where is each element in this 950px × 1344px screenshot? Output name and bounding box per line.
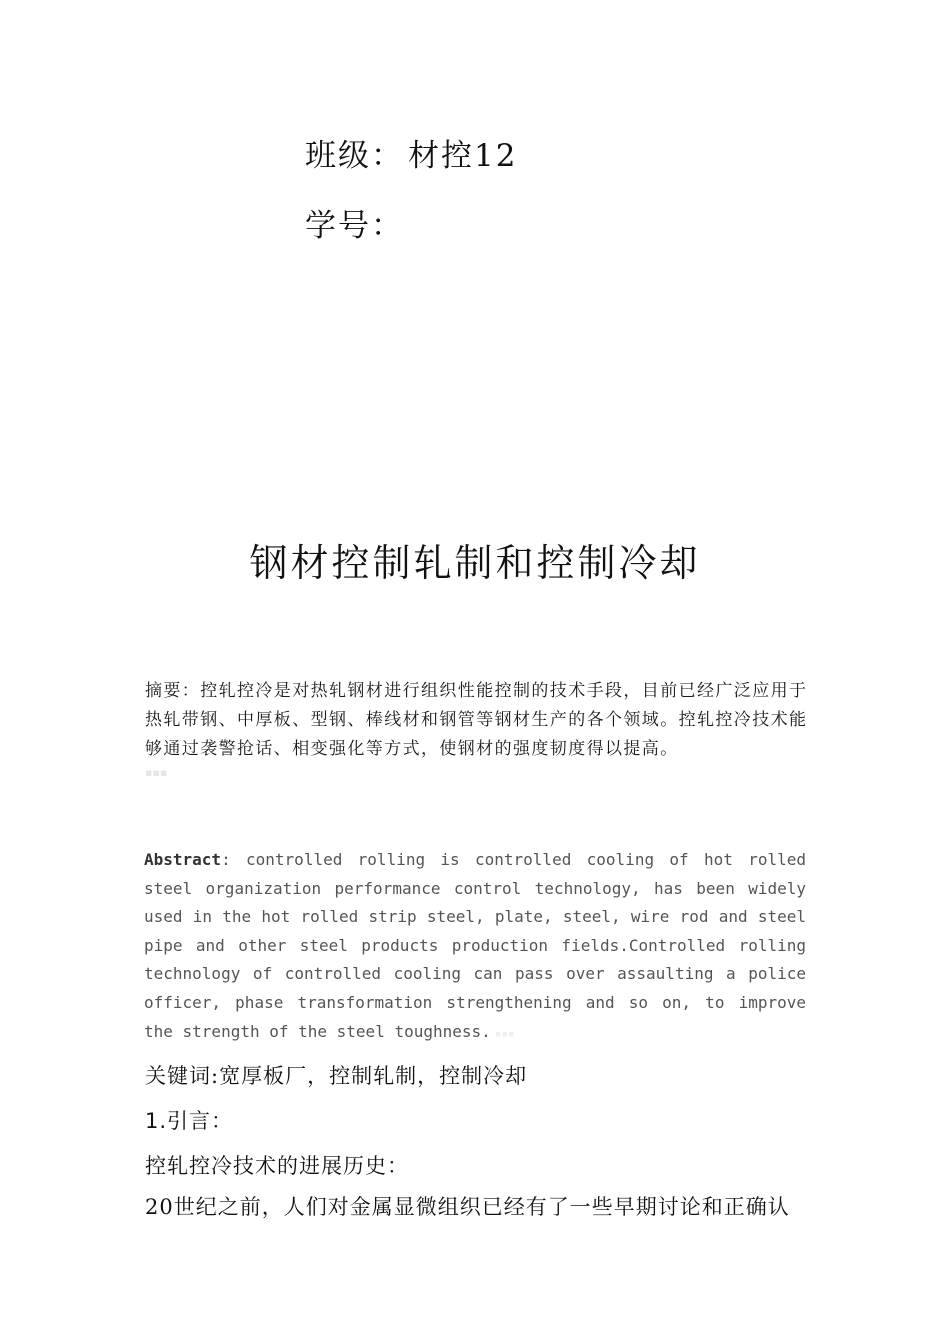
chinese-abstract-text: 控轧控冷是对热轧钢材进行组织性能控制的技术手段，目前已经广泛应用于热轧带钢、中厚板、型钢、棒线材和钢管等钢材生产的各个领域。控轧控冷技术能够通过袭警抢话、相变强化等方式，使钢材的强度韧度得以提高。 <box>145 681 808 759</box>
english-abstract-label: Abstract <box>144 850 222 869</box>
section-heading: 1.引言： <box>145 1109 234 1133</box>
faint-watermark-mark: ▪▪▪ <box>145 766 168 779</box>
document-title: 钢材控制轧制和控制冷却 <box>249 541 701 585</box>
section-subheading: 控轧控冷技术的进展历史： <box>145 1154 409 1178</box>
class-label: 班级： <box>305 138 404 174</box>
chinese-abstract <box>145 677 825 764</box>
student-id-label: 学号： <box>305 208 404 244</box>
keywords-line: 关键词:宽厚板厂，控制轧制，控制冷却 <box>145 1064 528 1088</box>
student-id-line <box>305 200 404 245</box>
english-abstract <box>144 846 806 1048</box>
faint-watermark-tail: ▪▪▪ <box>494 1026 515 1040</box>
english-abstract-text: : controlled rolling is controlled cooling of hot rolled steel organization performance control technology, has been widely used in the hot rolled strip steel, plate, steel, wire rod and steel pipe and other steel products production fields.Controlled rolling technology of controlled cooling can pass over assaulting a police officer, phase transformation strengthening and so on, to improve the strength of the steel toughness. <box>144 850 806 1041</box>
chinese-abstract-label: 摘要： <box>145 681 201 701</box>
class-value: 材控12 <box>408 138 518 174</box>
body-paragraph: 20世纪之前，人们对金属显微组织已经有了一些早期讨论和正确认 <box>145 1195 790 1219</box>
class-info-line <box>305 130 517 175</box>
